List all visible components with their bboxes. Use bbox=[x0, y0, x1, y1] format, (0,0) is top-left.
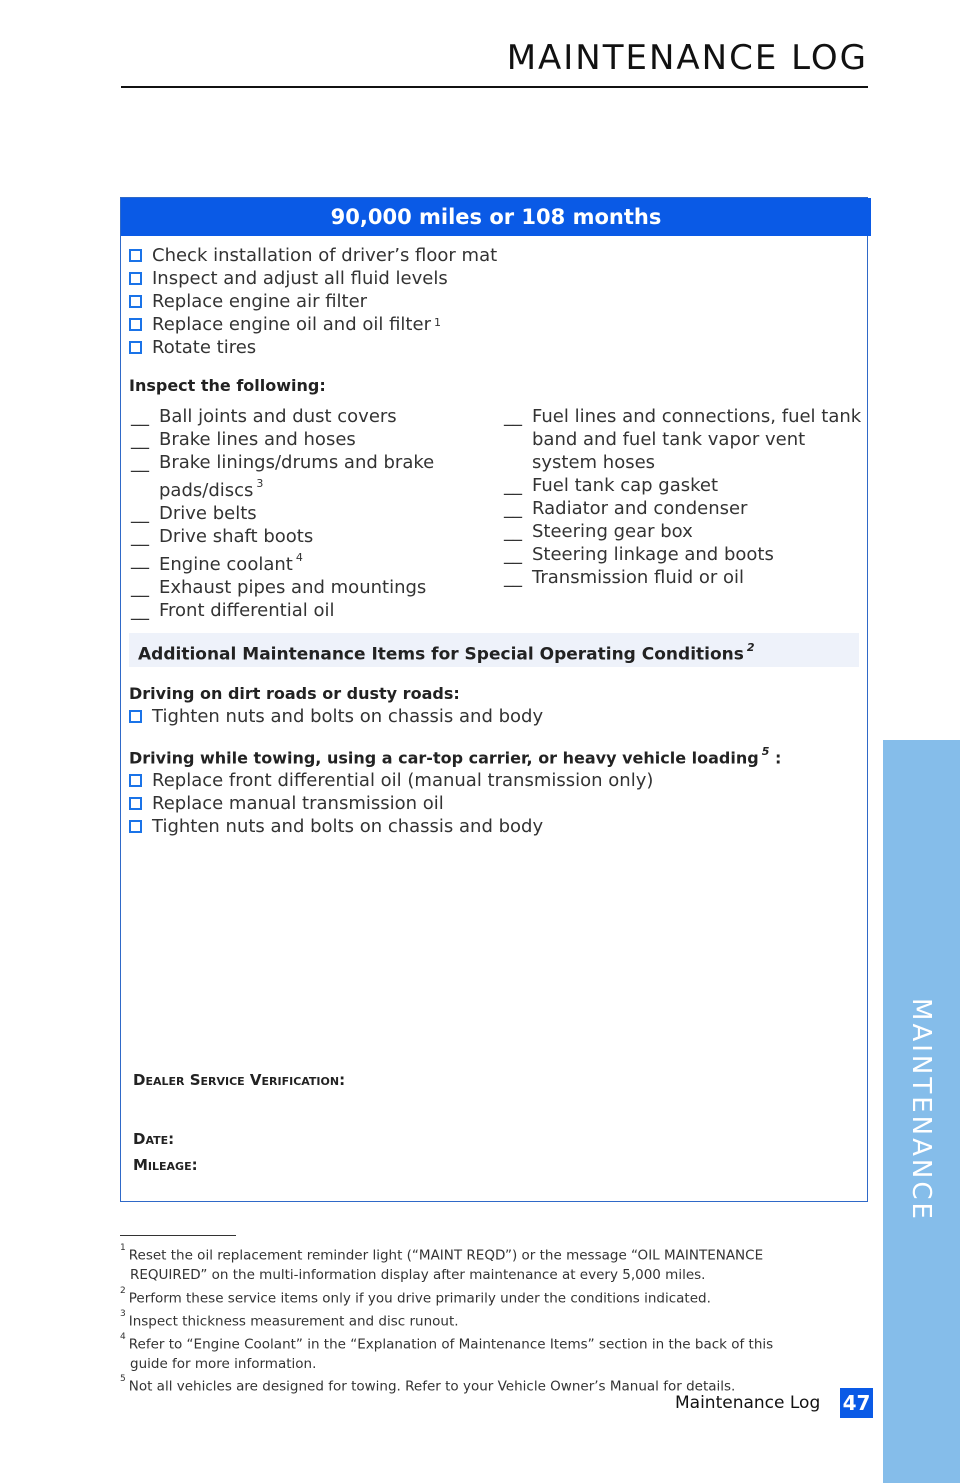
checklist-item bbox=[129, 313, 849, 336]
checklist-item-text: Tighten nuts and bolts on chassis and body bbox=[152, 706, 544, 727]
blank-line: __ bbox=[131, 577, 149, 598]
checklist-item-text: Check installation of driver’s floor mat bbox=[152, 245, 498, 266]
inspect-label: Inspect the following: bbox=[129, 376, 326, 395]
inspect-item bbox=[494, 543, 869, 566]
service-checklist bbox=[129, 244, 849, 359]
inspect-item bbox=[121, 599, 451, 622]
checkbox[interactable] bbox=[129, 797, 142, 810]
checkbox[interactable] bbox=[129, 272, 142, 285]
blank-line: __ bbox=[131, 452, 149, 473]
blank-line: __ bbox=[504, 406, 522, 427]
inspect-item bbox=[494, 566, 869, 589]
dealer-verification-label: Dealer Service Verification: bbox=[133, 1071, 346, 1089]
inspect-item bbox=[494, 520, 869, 543]
inspect-item bbox=[494, 497, 869, 520]
checklist-item bbox=[129, 815, 849, 838]
inspect-item-text: Drive shaft boots bbox=[159, 526, 314, 547]
footnote-text: Inspect thickness measurement and disc runout. bbox=[128, 1313, 459, 1329]
checklist-item-text: Replace engine air filter bbox=[152, 291, 368, 312]
towing-label bbox=[129, 747, 781, 767]
checkbox[interactable] bbox=[129, 295, 142, 308]
footnote-number: 4 bbox=[120, 1331, 126, 1342]
inspect-item bbox=[121, 576, 451, 599]
checklist-item-text: Replace engine oil and oil filter bbox=[152, 314, 431, 335]
checkbox[interactable] bbox=[129, 341, 142, 354]
towing-colon: : bbox=[769, 748, 782, 768]
blank-line: __ bbox=[131, 526, 149, 547]
inspect-item-text: Fuel lines and connections, fuel tank band and fuel tank vapor vent system hoses bbox=[532, 406, 862, 473]
additional-title: Additional Maintenance Items for Special Operating Conditions bbox=[138, 644, 744, 665]
blank-line: __ bbox=[131, 429, 149, 450]
blank-line: __ bbox=[504, 544, 522, 565]
footnote-text: Refer to “Engine Coolant” in the “Explanation of Maintenance Items” section in the back of this bbox=[128, 1336, 774, 1352]
date-label: Date: bbox=[133, 1130, 175, 1148]
blank-line: __ bbox=[504, 498, 522, 519]
blank-line: __ bbox=[131, 406, 149, 427]
footnote-rule bbox=[120, 1235, 236, 1236]
checklist-item bbox=[129, 336, 849, 359]
footnotes bbox=[120, 1243, 860, 1397]
footnote-text: Perform these service items only if you drive primarily under the conditions indicated. bbox=[128, 1290, 711, 1306]
footnote-text-continued: REQUIRED” on the multi-information display after maintenance at every 5,000 miles. bbox=[130, 1267, 706, 1283]
dirt-roads-label: Driving on dirt roads or dusty roads: bbox=[129, 684, 460, 703]
checklist-item-text: Replace manual transmission oil bbox=[152, 793, 444, 814]
blank-line: __ bbox=[504, 475, 522, 496]
inspect-item bbox=[121, 405, 451, 428]
checklist-item-text: Tighten nuts and bolts on chassis and body bbox=[152, 816, 544, 837]
blank-line: __ bbox=[131, 600, 149, 621]
footnote-ref: 4 bbox=[295, 551, 303, 564]
inspect-item-text: Brake lines and hoses bbox=[159, 429, 356, 450]
checklist-item bbox=[129, 267, 849, 290]
mileage-label: Mileage: bbox=[133, 1156, 198, 1174]
header-rule bbox=[121, 86, 868, 88]
blank-line: __ bbox=[131, 503, 149, 524]
inspect-item-text: Front differential oil bbox=[159, 600, 335, 621]
checkbox[interactable] bbox=[129, 710, 142, 723]
checklist-item bbox=[129, 244, 849, 267]
checklist-item-text: Rotate tires bbox=[152, 337, 257, 358]
towing-checklist bbox=[129, 769, 849, 838]
inspect-item-text: Exhaust pipes and mountings bbox=[159, 577, 427, 598]
maintenance-panel bbox=[120, 197, 868, 1202]
page-number: 47 bbox=[840, 1388, 873, 1418]
inspect-item-text: Radiator and condenser bbox=[532, 498, 748, 519]
additional-heading bbox=[129, 633, 859, 667]
inspect-item-text: Steering gear box bbox=[532, 521, 693, 542]
checklist-item bbox=[129, 705, 849, 728]
dirt-roads-checklist bbox=[129, 705, 849, 728]
footnote-number: 5 bbox=[120, 1374, 126, 1384]
footnote-ref: 1 bbox=[433, 316, 441, 329]
checkbox[interactable] bbox=[129, 820, 142, 833]
checkbox[interactable] bbox=[129, 318, 142, 331]
blank-line: __ bbox=[504, 521, 522, 542]
inspect-item-text: Brake linings/drums and brake pads/discs bbox=[159, 452, 435, 501]
towing-label-text: Driving while towing, using a car-top carrier, or heavy vehicle loading bbox=[129, 748, 759, 768]
blank-line: __ bbox=[504, 567, 522, 588]
checklist-item bbox=[129, 769, 849, 792]
inspect-item bbox=[494, 405, 869, 474]
footnote bbox=[120, 1243, 860, 1286]
checklist-item-text: Replace front differential oil (manual transmission only) bbox=[152, 770, 654, 791]
footnote-ref: 3 bbox=[256, 477, 264, 490]
inspect-item bbox=[121, 428, 451, 451]
inspect-list-right bbox=[494, 405, 869, 589]
inspect-item-text: Drive belts bbox=[159, 503, 257, 524]
checklist-item-text: Inspect and adjust all fluid levels bbox=[152, 268, 448, 289]
inspect-item-text: Engine coolant bbox=[159, 554, 293, 575]
additional-footnote-ref: 2 bbox=[746, 641, 755, 654]
checkbox[interactable] bbox=[129, 249, 142, 262]
footnote-text: Not all vehicles are designed for towing. Refer to your Vehicle Owner’s Manual for details. bbox=[128, 1378, 736, 1395]
footnote-text: Reset the oil replacement reminder light (“MAINT REQD”) or the message “OIL MAINTENANCE bbox=[128, 1247, 764, 1264]
panel-heading: 90,000 miles or 108 months bbox=[121, 198, 871, 236]
footnote-number: 2 bbox=[120, 1285, 126, 1296]
inspect-item-text: Fuel tank cap gasket bbox=[532, 475, 719, 496]
page-title: MAINTENANCE LOG bbox=[506, 38, 868, 78]
footnote-number: 3 bbox=[120, 1308, 126, 1319]
footnote bbox=[120, 1309, 860, 1332]
inspect-item bbox=[121, 525, 451, 548]
side-tab-label: MAINTENANCE bbox=[906, 998, 936, 1222]
inspect-item bbox=[121, 451, 451, 502]
footnote bbox=[120, 1286, 860, 1309]
inspect-item bbox=[121, 502, 451, 525]
footnote bbox=[120, 1332, 860, 1375]
towing-footnote-ref: 5 bbox=[761, 745, 770, 758]
footnote-number: 1 bbox=[120, 1243, 126, 1253]
inspect-item-text: Transmission fluid or oil bbox=[532, 567, 745, 588]
checklist-item bbox=[129, 792, 849, 815]
footnote-text-continued: guide for more information. bbox=[130, 1355, 317, 1372]
checklist-item bbox=[129, 290, 849, 313]
blank-line: __ bbox=[131, 549, 149, 570]
inspect-item bbox=[121, 548, 451, 576]
inspect-list-left bbox=[121, 405, 451, 622]
footer-label: Maintenance Log bbox=[675, 1393, 821, 1413]
inspect-item bbox=[494, 474, 869, 497]
inspect-item-text: Steering linkage and boots bbox=[532, 544, 774, 565]
checkbox[interactable] bbox=[129, 774, 142, 787]
inspect-item-text: Ball joints and dust covers bbox=[159, 406, 397, 427]
